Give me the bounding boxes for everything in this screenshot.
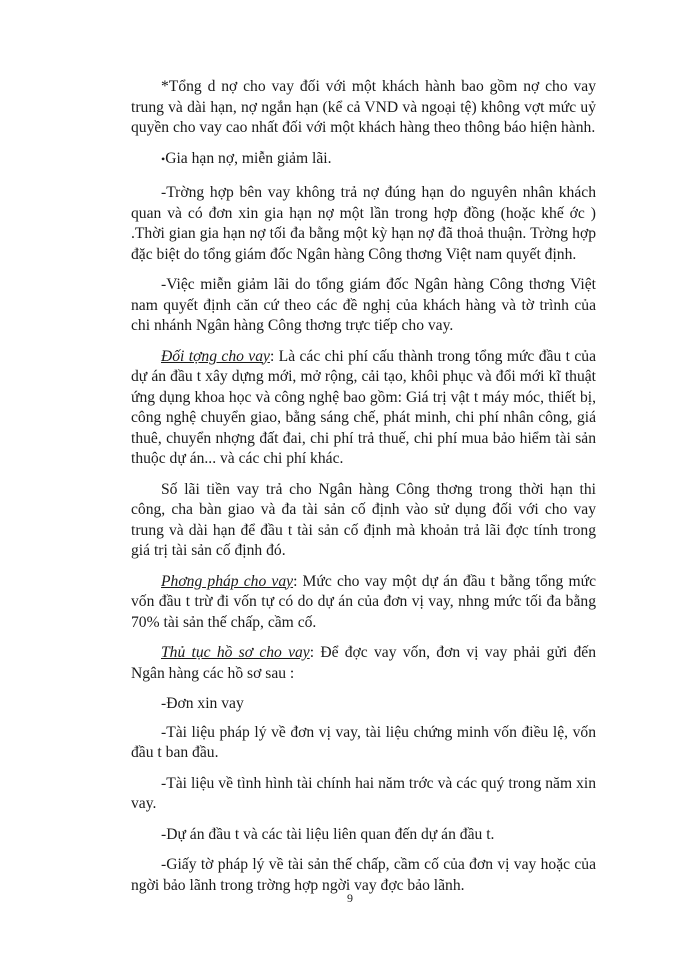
paragraph-section-heading [131, 149, 596, 170]
list-item [131, 825, 596, 846]
paragraph-text: -Việc miễn giảm lãi do tổng giám đốc Ngân hàng Công thơng Việt nam quyết định căn cứ theo các đề nghị của khách hàng và tờ trình của chi nhánh Ngân hàng Công thơng trực tiếp cho vay. [131, 276, 596, 334]
paragraph-text: -Trờng hợp bên vay không trả nợ đúng hạn do nguyên nhân khách quan và có đơn xin gia hạn nợ một lần trong hợp đồng (hoặc khế ớc ) .Thời gian gia hạn nợ tối đa bằng một kỳ hạn nợ đã thoả thuận. Trờng hợp đặc biệt do tổng giám đốc Ngân hàng Công thơng Việt nam quyết định. [131, 184, 596, 263]
list-item-text: -Tài liệu pháp lý về đơn vị vay, tài liệu chứng minh vốn điều lệ, vốn đầu t ban đầu. [131, 723, 596, 761]
paragraph-loan-method [131, 572, 596, 634]
term-heading: Phơng pháp cho vay [161, 572, 294, 590]
paragraph-interest-payment [131, 480, 596, 562]
paragraph-text: Số lãi tiền vay trả cho Ngân hàng Công thơng trong thời hạn thi công, cha bàn giao và đa tài sản cố định vào sử dụng đối với cho vay trung và dài hạn để đầu t tài sản cố định mà khoản trả lãi đợc tính trong giá trị tài sản cố định đó. [131, 480, 596, 559]
paragraph-text: : Mức cho vay một dự án đầu t bằng tổng mức vốn đầu t trừ đi vốn tự có do dự án của đơn vị vay, nhng mức tối đa bằng 70% tài sản thế chấp, cầm cố. [131, 572, 597, 631]
list-item-text: -Dự án đầu t và các tài liệu liên quan đến dự án đầu t. [161, 825, 495, 843]
page-number: 9 [347, 891, 353, 905]
list-item-text: -Tài liệu về tình hình tài chính hai năm trớc và các quý trong năm xin vay. [131, 774, 596, 812]
term-heading: Đối tợng cho vay [161, 347, 270, 365]
list-item-text: -Đơn xin vay [161, 695, 244, 712]
paragraph-interest-reduction [131, 275, 596, 337]
paragraph-text: *Tổng d nợ cho vay đối với một khách hành bao gồm nợ cho vay trung và dài hạn, nợ ngắn hạn (kể cả VND và ngoại tệ) không vợt mức uỷ quyền cho vay cao nhất đối với một khách hàng theo thông báo hiện hành. [131, 78, 596, 136]
paragraph-loan-procedure [131, 643, 596, 684]
paragraph-extension [131, 183, 596, 265]
list-item-text: -Giấy tờ pháp lý về tài sản thế chấp, cầm cố của đơn vị vay hoặc của ngời bảo lãnh trong trờng hợp ngời vay đợc bảo lãnh. [131, 856, 596, 894]
paragraph-text: : Để đợc vay vốn, đơn vị vay phải gửi đến Ngân hàng các hồ sơ sau : [131, 644, 596, 682]
list-item [131, 723, 596, 764]
paragraph-total-debt [131, 77, 596, 139]
section-heading-text: Gia hạn nợ, miễn giảm lãi. [165, 149, 332, 167]
paragraph-loan-subjects [131, 347, 596, 470]
paragraph-text: : Là các chi phí cấu thành trong tổng mức đầu t của dự án đầu t xây dựng mới, mở rộng, cải tạo, khôi phục và đổi mới kĩ thuật ứng dụng khoa học và công nghệ bao gồm: Giá trị vật t máy móc, thiết bị, công nghệ chuyển giao, bằng sáng chế, phát minh, chi phí nhân công, giá thuê, chuyển nhợng đất đai, chi phí trả thuế, chi phí mua bảo hiểm tài sản thuộc dự án... và các chi phí khác. [131, 347, 596, 467]
document-body [131, 77, 596, 906]
bullet-icon: • [161, 151, 166, 166]
list-item [131, 694, 596, 715]
term-heading: Thủ tục hồ sơ cho vay [161, 644, 310, 661]
list-item [131, 774, 596, 815]
